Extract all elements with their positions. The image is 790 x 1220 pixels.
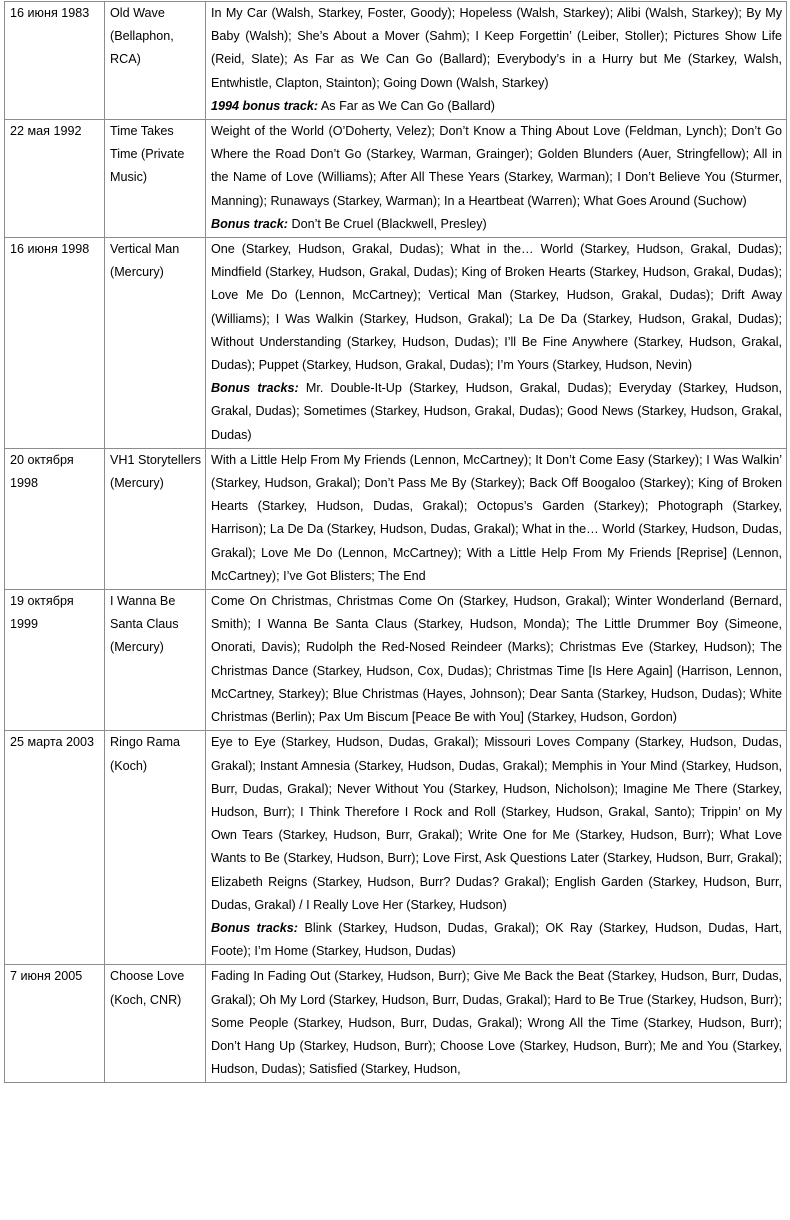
album-cell (105, 448, 206, 589)
tracklist-cell (206, 731, 787, 965)
release-date: 16 июня 1998 (10, 242, 90, 257)
bonus-label: Bonus tracks: (211, 381, 299, 396)
tracklist: One (Starkey, Hudson, Grakal, Dudas); What in the… World (Starkey, Hudson, Grakal, Dudas); Mindfield (Starkey, Hudson, Grakal, Dudas); King of Broken Hearts (Starkey, Hudson, Grakal, Dudas); Love Me Do (Lennon, McCartney); Vertical Man (Starkey, Hudson, Grakal, Dudas); Drift Away (Williams); I Was Walkin (Starkey, Hudson, Grakal); La De Da (Starkey, Hudson, Grakal, Dudas); Without Understanding (Starkey, Hudson, Dudas); I’ll Be Fine Anywhere (Starkey, Hudson, Grakal, Dudas); Puppet (Starkey, Hudson, Grakal, Dudas); I’m Yours (Starkey, Hudson, Nevin) (211, 242, 782, 373)
bonus-tracks: Blink (Starkey, Hudson, Dudas, Grakal); OK Ray (Starkey, Hudson, Dudas, Hart, Foote); I’m Home (Starkey, Hudson, Dudas) (211, 920, 783, 959)
tracklist: With a Little Help From My Friends (Lennon, McCartney); It Don’t Come Easy (Starkey); I Was Walkin’ (Starkey, Hudson, Grakal); Don’t Pass Me By (Starkey); Back Off Boogaloo (Starkey); King of Broken Hearts (Starkey, Hudson, Dudas, Grakal); Octopus’s Garden (Starkey); Photograph (Starkey, Harrison); La De Da (Starkey, Hudson, Dudas, Grakal); What in the… World (Starkey, Hudson, Dudas, Grakal); Love Me Do (Lennon, McCartney); With a Little Help From My Friends [Reprise] (Lennon, McCartney); I’ve Got Blisters; The End (211, 452, 782, 583)
release-date: 16 июня 1983 (10, 6, 90, 20)
bonus-line (211, 95, 782, 118)
table-row (5, 448, 787, 589)
album-cell (105, 120, 206, 238)
album-cell (105, 731, 206, 965)
bonus-label: Bonus tracks: (211, 920, 298, 935)
release-date: 20 октября 1998 (10, 452, 74, 491)
tracklist-cell (206, 965, 787, 1083)
bonus-tracks: As Far as We Can Go (Ballard) (320, 98, 495, 113)
discography-body (5, 2, 787, 1083)
bonus-line (211, 917, 782, 963)
release-date-cell (5, 590, 105, 731)
table-row (5, 590, 787, 731)
tracklist: Fading In Fading Out (Starkey, Hudson, Burr); Give Me Back the Beat (Starkey, Hudson, Burr, Dudas, Grakal); Oh My Lord (Starkey, Hudson, Burr, Dudas, Grakal); Hard to Be True (Starkey, Hudson, Burr); Some People (Starkey, Hudson, Burr, Dudas, Grakal); Wrong All the Time (Starkey, Hudson, Burr); Don’t Hang Up (Starkey, Hudson, Burr); Choose Love (Starkey, Hudson, Burr); Me and You (Starkey, Hudson, Dudas); Satisfied (Starkey, Hudson, (211, 969, 782, 1077)
bonus-tracks: Don’t Be Cruel (Blackwell, Presley) (291, 216, 487, 231)
album-title: Time Takes Time (Private Music) (110, 124, 185, 185)
bonus-label: 1994 bonus track: (211, 98, 319, 113)
tracklist-cell (206, 120, 787, 238)
release-date-cell (5, 2, 105, 120)
tracklist: Come On Christmas, Christmas Come On (Starkey, Hudson, Grakal); Winter Wonderland (Bernard, Smith); I Wanna Be Santa Claus (Starkey, Hudson, Monda); The Little Drummer Boy (Simeone, Onorati, Davis); Rudolph the Red-Nosed Reindeer (Marks); Christmas Eve (Starkey, Hudson); The Christmas Dance (Starkey, Hudson, Cox, Dudas); Christmas Time [Is Here Again] (Harrison, Lennon, McCartney, Starkey); Blue Christmas (Hayes, Johnson); Dear Santa (Starkey, Hudson, Dudas); White Christmas (Berlin); Pax Um Biscum [Peace Be with You] (Starkey, Hudson, Gordon) (211, 594, 782, 725)
release-date-cell (5, 238, 105, 449)
album-title: Old Wave (Bellaphon, RCA) (110, 6, 174, 67)
tracklist: In My Car (Walsh, Starkey, Foster, Goody); Hopeless (Walsh, Starkey); Alibi (Walsh, Starkey); By My Baby (Walsh); She’s About a Mover (Sahm); I Keep Forgettin’ (Leiber, Stoller); Pictures Show Life (Reid, Slate); As Far as We Can Go (Ballard); Everybody’s in a Hurry but Me (Starkey, Walsh, Entwhistle, Clapton, Stainton); Going Down (Walsh, Starkey) (211, 6, 782, 90)
album-title: Choose Love (Koch, CNR) (110, 969, 185, 1007)
discography-table (4, 1, 787, 1083)
release-date: 25 марта 2003 (10, 735, 95, 750)
bonus-line (211, 213, 782, 236)
table-row (5, 238, 787, 449)
release-date-cell (5, 731, 105, 965)
table-row (5, 2, 787, 120)
release-date: 7 июня 2005 (10, 969, 83, 984)
release-date: 19 октября 1999 (10, 594, 74, 632)
album-title: VH1 Storytellers (Mercury) (110, 452, 201, 491)
table-row (5, 731, 787, 965)
album-title: Vertical Man (Mercury) (110, 242, 180, 280)
album-cell (105, 2, 206, 120)
tracklist-cell (206, 448, 787, 589)
bonus-line (211, 377, 782, 447)
release-date-cell (5, 448, 105, 589)
tracklist: Eye to Eye (Starkey, Hudson, Dudas, Grakal); Missouri Loves Company (Starkey, Hudson, Dudas, Grakal); Instant Amnesia (Starkey, Hudson, Dudas, Grakal); Memphis in Your Mind (Starkey, Hudson, Burr, Dudas, Grakal); Never Without You (Starkey, Hudson, Nicholson); Imagine Me There (Starkey, Hudson, Burr); I Think Therefore I Rock and Roll (Starkey, Hudson, Grakal, Santo); Trippin’ on My Own Tears (Starkey, Hudson, Burr, Grakal); Write One for Me (Starkey, Hudson, Burr); What Love Wants to Be (Starkey, Hudson, Burr); Love First, Ask Questions Later (Starkey, Hudson, Burr, Grakal); Elizabeth Reigns (Starkey, Hudson, Burr? Dudas? Grakal); English Garden (Starkey, Hudson, Burr, Dudas, Grakal) / I Really Love Her (Starkey, Hudson) (211, 735, 782, 912)
album-title: Ringo Rama (Koch) (110, 735, 180, 773)
album-cell (105, 238, 206, 449)
release-date-cell (5, 120, 105, 238)
album-cell (105, 590, 206, 731)
album-cell (105, 965, 206, 1083)
album-title: I Wanna Be Santa Claus (Mercury) (110, 594, 179, 655)
bonus-label: Bonus track: (211, 216, 288, 231)
release-date-cell (5, 965, 105, 1083)
table-row (5, 120, 787, 238)
tracklist-cell (206, 2, 787, 120)
release-date: 22 мая 1992 (10, 124, 82, 139)
tracklist: Weight of the World (O’Doherty, Velez); Don’t Know a Thing About Love (Feldman, Lynch); Don’t Go Where the Road Don’t Go (Starkey, Warman, Grainger); Golden Blunders (Auer, Stringfellow); All in the Name of Love (Williams); After All These Years (Starkey, Warman); I Don’t Believe You (Sturmer, Manning); Runaways (Starkey, Warman); In a Heartbeat (Warren); What Goes Around (Suchow) (211, 124, 782, 208)
tracklist-cell (206, 238, 787, 449)
bonus-tracks: Mr. Double-It-Up (Starkey, Hudson, Grakal, Dudas); Everyday (Starkey, Hudson, Grakal, Dudas); Sometimes (Starkey, Hudson, Grakal, Dudas); Good News (Starkey, Hudson, Grakal, Dudas) (211, 381, 783, 442)
tracklist-cell (206, 590, 787, 731)
table-row (5, 965, 787, 1083)
